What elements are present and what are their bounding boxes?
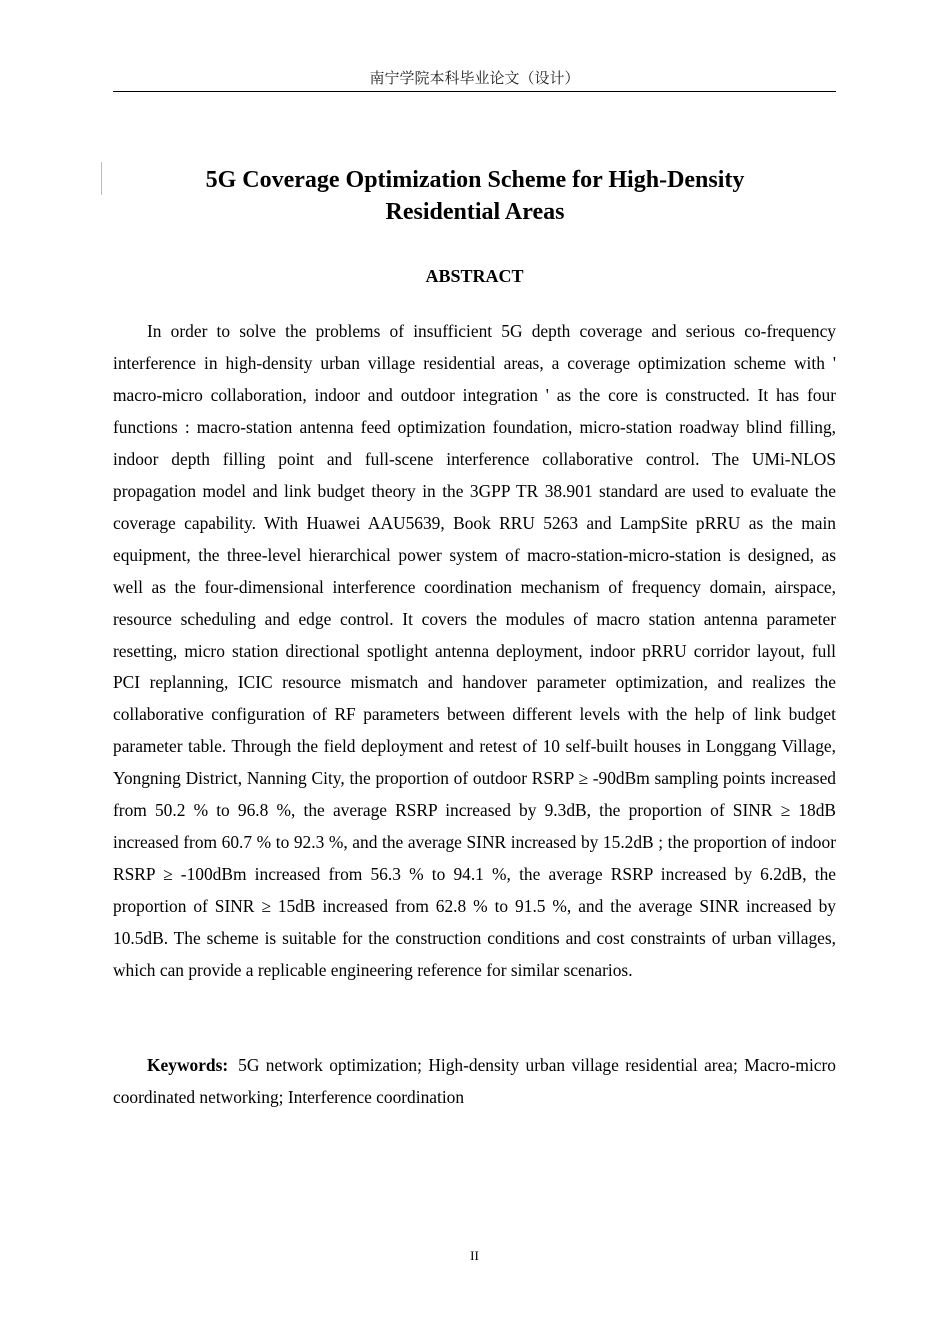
abstract-body: In order to solve the problems of insufficient 5G depth coverage and serious co-frequency interference in high-density urban village residential areas, a coverage optimization scheme with ' macro-micro collaboration, indoor and outdoor integration ' as the core is constructed. It has four functions : macro-station antenna feed optimization foundation, micro-station roadway blind filling, indoor depth filling point and full-scene interference collaborative control. The UMi-NLOS propagation model and link budget theory in the 3GPP TR 38.901 standard are used to evaluate the coverage capability. With Huawei AAU5639, Book RRU 5263 and LampSite pRRU as the main equipment, the three-level hierarchical power system of macro-station-micro-station is designed, as well as the four-dimensional interference coordination mechanism of frequency domain, airspace, resource scheduling and edge control. It covers the modules of macro station antenna parameter resetting, micro station directional spotlight antenna deployment, indoor pRRU corridor layout, full PCI replanning, ICIC resource mismatch and handover parameter optimization, and realizes the collaborative configuration of RF parameters between different levels with the help of link budget parameter table. Through the field deployment and retest of 10 self-built houses in Longgang Village, Yongning District, Nanning City, the proportion of outdoor RSRP ≥ -90dBm sampling points increased from 50.2 % to 96.8 %, the average RSRP increased by 9.3dB, the proportion of SINR ≥ 18dB increased from 60.7 % to 92.3 %, and the average SINR increased by 15.2dB ; the proportion of indoor RSRP ≥ -100dBm increased from 56.3 % to 94.1 %, the average RSRP increased by 6.2dB, the proportion of SINR ≥ 15dB increased from 62.8 % to 91.5 %, and the average SINR increased by 10.5dB. The scheme is suitable for the construction conditions and cost constraints of urban villages, which can provide a replicable engineering reference for similar scenarios. [113,321,836,981]
keywords-label: Keywords: [147,1055,229,1075]
header-rule [113,91,836,92]
running-header: 南宁学院本科毕业论文（设计） [369,69,580,87]
paper-title [150,164,800,228]
text-cursor-marker [101,162,102,195]
abstract-heading: ABSTRACT [425,266,524,286]
keywords-paragraph [113,1050,836,1114]
paper-title-line-2: Residential Areas [385,199,565,225]
page-number: II [470,1248,479,1263]
keywords-text: 5G network optimization; High-density urban village residential area; Macro-micro coordinated networking; Interference coordination [113,1055,836,1107]
paper-title-line-1: 5G Coverage Optimization Scheme for High-Density [205,167,745,193]
